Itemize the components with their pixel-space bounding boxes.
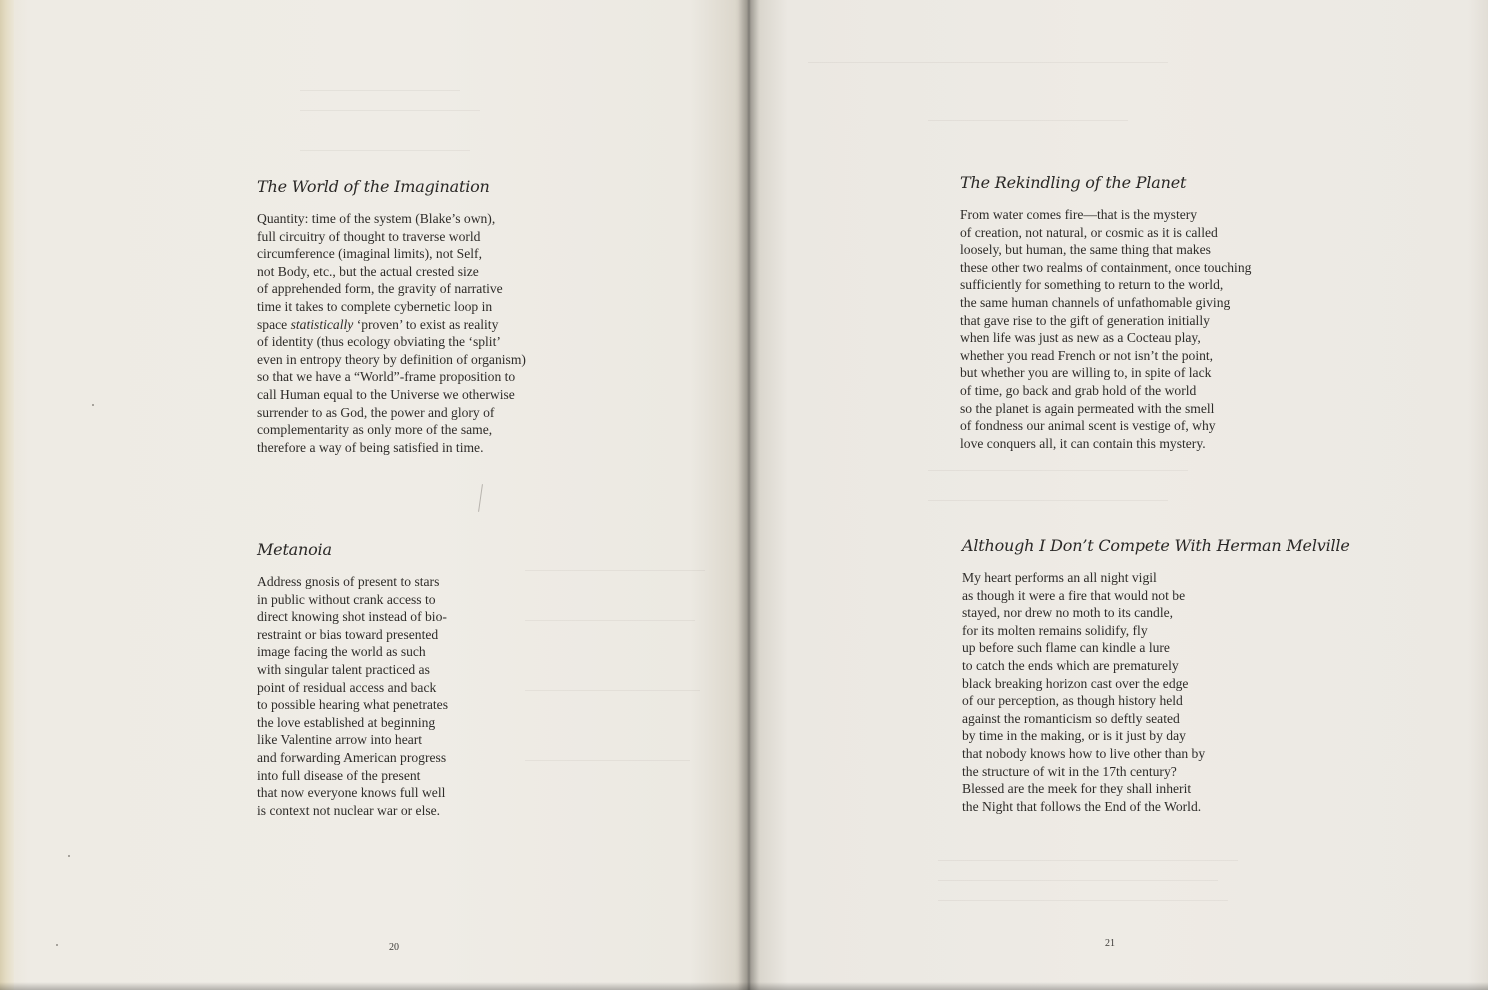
poem-line: full circuitry of thought to traverse world [257,228,481,244]
poem-line: and forwarding American progress [257,749,447,765]
poem-line: time it takes to complete cybernetic loop in [257,298,493,314]
poem-line: circumference (imaginal limits), not Self, [257,246,482,262]
poem-line-segment: ‘proven’ to exist as reality [356,316,499,332]
poem-body [257,210,526,456]
poem-title: The World of the Imagination [257,177,490,196]
show-through-mark [525,760,690,761]
poem-metanoia [257,540,448,819]
poem-line: call Human equal to the Universe we otherwise [257,386,515,402]
poem-line: these other two realms of containment, once touching [960,259,1252,275]
poem-line: so the planet is again permeated with the smell [960,400,1215,416]
poem-line: point of residual access and back [257,679,437,695]
poem-line [257,316,526,334]
poem-line: but whether you are willing to, in spite of lack [960,365,1212,381]
show-through-mark [300,110,480,111]
poem-line: therefore a way of being satisfied in time. [257,439,484,455]
poem-title: Metanoia [257,540,332,559]
poem-line: so that we have a “World”-frame proposition to [257,369,516,385]
poem-line: that gave rise to the gift of generation initially [960,312,1210,328]
poem-line: the same human channels of unfathomable giving [960,294,1231,310]
page-number: 20 [389,942,399,953]
show-through-mark [928,120,1128,121]
poem-line: into full disease of the present [257,767,421,783]
show-through-mark [808,62,1168,63]
poem-line: of apprehended form, the gravity of narrative [257,281,503,297]
poem-line: of fondness our animal scent is vestige of, why [960,418,1216,434]
poem-line: sufficiently for something to return to the world, [960,277,1224,293]
show-through-mark [938,900,1228,901]
poem-line-italic: statistically [290,316,354,332]
page-number: 21 [1105,938,1115,949]
poem-line: that nobody knows how to live other than by [962,745,1206,761]
pencil-mark [478,484,483,512]
poem-title: Although I Don’t Compete With Herman Melville [962,536,1350,555]
poem-title: The Rekindling of the Planet [960,173,1187,192]
poem-herman-melville [962,536,1350,815]
poem-line: not Body, etc., but the actual crested size [257,263,479,279]
poem-line: love conquers all, it can contain this mystery. [960,435,1206,451]
poem-line: of our perception, as though history held [962,693,1183,709]
page-edge [0,0,14,990]
show-through-mark [525,690,700,691]
right-page [748,0,1488,990]
show-through-mark [928,470,1188,471]
poem-line: black breaking horizon cast over the edge [962,675,1189,691]
show-through-mark [938,880,1218,881]
poem-line: direct knowing shot instead of bio- [257,609,447,625]
poem-line: of identity (thus ecology obviating the ‘split’ [257,334,501,350]
paper-speck [92,404,94,406]
poem-line: surrender to as God, the power and glory of [257,404,495,420]
poem-line: restraint or bias toward presented [257,626,439,642]
poem-line: that now everyone knows full well [257,785,446,801]
poem-body [960,206,1251,452]
poem-line: My heart performs an all night vigil [962,570,1157,585]
poem-line: even in entropy theory by definition of organism) [257,351,526,367]
poem-line: Quantity: time of the system (Blake’s own), [257,211,496,226]
show-through-mark [928,500,1168,501]
poem-line: is context not nuclear war or else. [257,802,441,818]
poem-line: to possible hearing what penetrates [257,697,449,713]
show-through-mark [300,150,470,151]
poem-line: From water comes fire—that is the mystery [960,207,1198,222]
poem-line: the structure of wit in the 17th century? [962,763,1177,779]
poem-line: to catch the ends which are prematurely [962,657,1179,673]
poem-line: as though it were a fire that would not be [962,587,1186,603]
poem-line: by time in the making, or is it just by day [962,728,1186,744]
poem-line: when life was just as new as a Cocteau play, [960,330,1201,346]
poem-rekindling-of-the-planet [960,173,1251,452]
paper-speck [68,855,70,857]
show-through-mark [525,570,705,571]
poem-line: in public without crank access to [257,591,436,607]
poem-line: like Valentine arrow into heart [257,732,423,748]
bottom-edge-shadow [0,982,1488,990]
poem-line: for its molten remains solidify, fly [962,622,1148,638]
poem-line: against the romanticism so deftly seated [962,710,1180,726]
poem-line: loosely, but human, the same thing that makes [960,242,1211,258]
poem-line: Address gnosis of present to stars [257,574,440,589]
show-through-mark [300,90,460,91]
poem-line: of creation, not natural, or cosmic as it is called [960,224,1218,240]
paper-speck [56,944,58,946]
poem-line: the love established at beginning [257,714,436,730]
poem-line: Blessed are the meek for they shall inherit [962,781,1192,797]
poem-body [962,569,1350,815]
poem-world-of-the-imagination [257,177,526,456]
poem-body [257,573,448,819]
poem-line: complementarity as only more of the same, [257,422,493,438]
poem-line: with singular talent practiced as [257,661,430,677]
poem-line: image facing the world as such [257,644,426,660]
poem-line: of time, go back and grab hold of the world [960,382,1197,398]
poem-line: whether you read French or not isn’t the point, [960,347,1214,363]
gutter-shadow [738,0,760,990]
poem-line: up before such flame can kindle a lure [962,640,1170,656]
show-through-mark [938,860,1238,861]
poem-line: stayed, nor drew no moth to its candle, [962,605,1174,621]
poem-line-segment: space [257,316,288,332]
poem-line: the Night that follows the End of the World. [962,798,1202,814]
show-through-mark [525,620,695,621]
